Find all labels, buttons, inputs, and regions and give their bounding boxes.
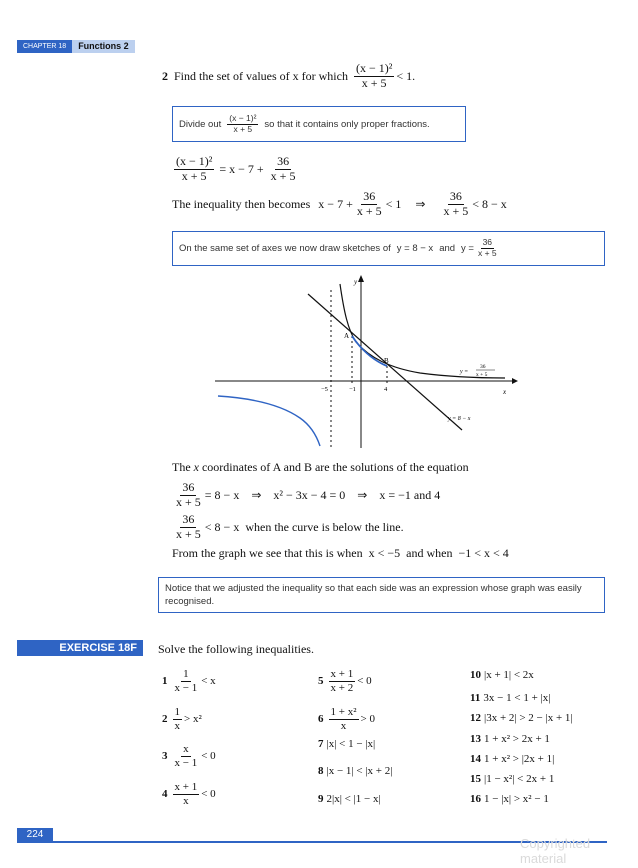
- step-4: $\frac{36}{x + 5}$ < 8 − x when the curve is below the line.: [176, 512, 404, 541]
- exercise-item: [470, 669, 534, 681]
- watermark: Copyrighted material: [520, 836, 591, 866]
- solution-text: The x coordinates of A and B are the solutions of the equation: [172, 460, 469, 474]
- exercise-item: [470, 733, 550, 745]
- exercise-item: [162, 743, 216, 769]
- exercise-item-number: 11: [470, 692, 481, 704]
- exercise-item-relation: > 0: [360, 713, 375, 726]
- question-2: 2 Find the set of values of x for which $\frac{\text{(x − 1)²}}{x + 5}$ < 1.: [162, 61, 416, 90]
- step-5: From the graph we see that this is when x < −5 and when −1 < x < 4: [172, 546, 509, 560]
- exercise-item-number: 5: [318, 675, 324, 688]
- exercise-item-number: 6: [318, 713, 324, 726]
- exercise-item: [470, 712, 573, 724]
- exercise-item: [318, 706, 375, 732]
- exercise-item: [162, 706, 202, 732]
- question-text: Find the set of values of x for which: [174, 68, 348, 83]
- exercise-item: [470, 773, 554, 785]
- exercise-item-relation: > x²: [184, 713, 202, 726]
- y-axis-label: y: [354, 278, 358, 286]
- point-a-label: A: [344, 332, 350, 340]
- exercise-item-text: 2|x| < |1 − x|: [326, 793, 381, 805]
- curve-label: y =: [460, 369, 469, 375]
- exercise-item-number: 14: [470, 753, 481, 765]
- hyperbola-left-branch: [218, 396, 320, 446]
- exercise-item-relation: < 0: [201, 750, 216, 763]
- exercise-item: [318, 793, 381, 805]
- exercise-item-fraction: $\frac{1}{x - 1}$: [174, 668, 198, 694]
- exercise-item-number: 3: [162, 750, 168, 763]
- exercise-item-number: 4: [162, 788, 168, 801]
- exercise-item: [162, 668, 216, 694]
- exercise-item-fraction: $\frac{x + 1}{x}$: [174, 781, 198, 807]
- exercise-item-number: 1: [162, 675, 168, 688]
- line-label: y = 8 − x: [448, 416, 471, 422]
- curve-label-den: x + 5: [476, 372, 488, 378]
- page-number: 224: [17, 828, 53, 842]
- step-3: $\frac{36}{x + 5}$ = 8 − x ⇒ x² − 3x − 4 = 0 ⇒ x = −1 and 4: [176, 480, 441, 509]
- exercise-item-fraction: $\frac{1}{x}$: [174, 706, 180, 732]
- chapter-header: [17, 40, 135, 53]
- note-box: Notice that we adjusted the inequality so that each side was an expression whose graph was easily recognised.: [158, 577, 605, 613]
- exercise-item-fraction: $\frac{x}{x - 1}$: [174, 743, 198, 769]
- question-fraction: $\frac{\text{(x − 1)²}}{x + 5}$: [355, 61, 393, 90]
- curve-label-num: 36: [480, 364, 486, 370]
- exercise-item-relation: < x: [201, 675, 216, 688]
- exercise-item-text: 1 − |x| > x² − 1: [484, 793, 549, 805]
- exercise-item-text: |1 − x²| < 2x + 1: [484, 773, 555, 785]
- exercise-item-number: 13: [470, 733, 481, 745]
- step-1: $\frac{\text{(x − 1)²}}{x + 5}$ = x − 7 + $\frac{36}{x + 5}$: [176, 154, 296, 183]
- x-axis-label: x: [503, 388, 507, 396]
- exercise-item-fraction: $\frac{\text{1 + x²}}{x}$: [330, 706, 357, 732]
- tick-4: 4: [384, 386, 388, 393]
- exercise-item: [318, 738, 375, 750]
- exercise-item-number: 15: [470, 773, 481, 785]
- hint-fraction: $\frac{\text{(x − 1)²}}{x + 5}$: [229, 112, 257, 134]
- exercise-item-fraction: $\frac{x + 1}{x + 2}$: [330, 668, 354, 694]
- point-b-label: B: [384, 357, 389, 365]
- exercise-item-text: 1 + x² > 2x + 1: [484, 733, 550, 745]
- exercise-item-text: 1 + x² > |2x + 1|: [484, 753, 555, 765]
- footer-rule: [17, 841, 607, 843]
- inequality-graph: [210, 272, 520, 452]
- chapter-label: CHAPTER 18: [17, 40, 72, 53]
- exercise-item-number: 16: [470, 793, 481, 805]
- exercise-item-number: 12: [470, 712, 481, 724]
- hint-box-2: On the same set of axes we now draw sketches of y = 8 − x and y = $\frac{36}{x + 5}$: [172, 231, 605, 266]
- exercise-item-number: 8: [318, 765, 324, 777]
- exercise-item-number: 10: [470, 669, 481, 681]
- tick-minus-5: −5: [321, 386, 328, 393]
- exercise-item-text: 3x − 1 < 1 + |x|: [483, 692, 551, 704]
- exercise-label: EXERCISE 18F: [17, 640, 143, 656]
- tick-minus-1: −1: [349, 386, 356, 393]
- exercise-item: [162, 781, 216, 807]
- hint-box-1: Divide out $\frac{\text{(x − 1)²}}{x + 5}$ so that it contains only proper fractions.: [172, 106, 466, 142]
- exercise-item-relation: < 0: [201, 788, 216, 801]
- exercise-item: [470, 753, 554, 765]
- exercise-item-relation: < 0: [357, 675, 372, 688]
- exercise-item: [470, 793, 549, 805]
- question-number: 2: [162, 68, 168, 83]
- exercise-item: [318, 765, 392, 777]
- exercise-item-text: |x| < 1 − |x|: [326, 738, 376, 750]
- y-axis-arrow: [358, 275, 364, 282]
- exercise-item-text: |3x + 2| > 2 − |x + 1|: [484, 712, 573, 724]
- exercise-item-text: |x − 1| < |x + 2|: [326, 765, 393, 777]
- exercise-item-number: 7: [318, 738, 324, 750]
- exercise-intro: Solve the following inequalities.: [158, 642, 314, 656]
- exercise-item: [470, 692, 550, 704]
- step-2: The inequality then becomes x − 7 + $\frac{36}{x + 5}$ < 1 ⇒ $\frac{36}{x + 5}$ < 8 − x: [172, 189, 507, 218]
- exercise-item-number: 2: [162, 713, 168, 726]
- x-axis-arrow: [512, 378, 518, 384]
- exercise-item: [318, 668, 372, 694]
- exercise-item-number: 9: [318, 793, 324, 805]
- chapter-title: Functions 2: [72, 40, 135, 53]
- exercise-item-text: |x + 1| < 2x: [484, 669, 534, 681]
